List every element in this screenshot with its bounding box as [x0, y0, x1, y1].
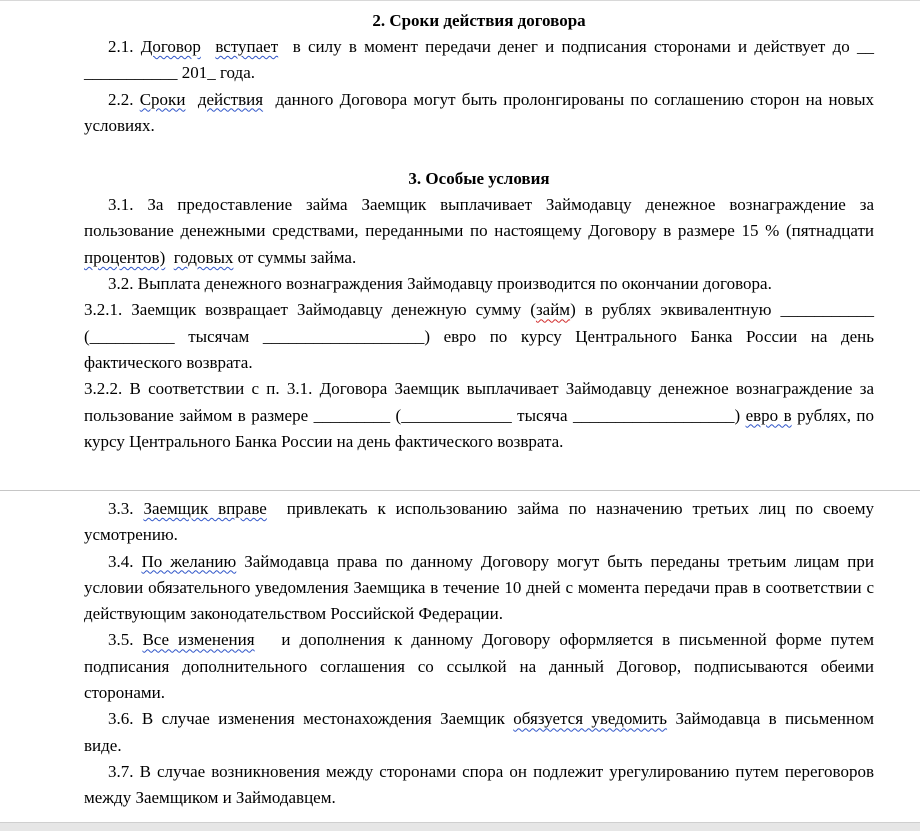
section-3-heading: 3. Особые условия	[408, 169, 550, 189]
document-page-2[interactable]	[84, 490, 874, 812]
paragraph-3-1: 3.1. За предоставление займа Заемщик выплачивает Займодавцу денежное вознаграждение за пользование денежными средствами, переданными по настоящему Договору в размере 15 % (пятнадцати процентов) годовых от суммы займа.	[84, 195, 874, 267]
paragraph-3-3: 3.3. Заемщик вправе привлекать к использованию займа по назначению третьих лиц по своему усмотрению.	[84, 499, 874, 545]
paragraph-3-4: 3.4. По желанию Займодавца права по данному Договору могут быть переданы третьим лицам при условии обязательного уведомления Заемщика в течение 10 дней с момента передачи прав в соответствии с действующим законодательством Российской Федерации.	[84, 551, 875, 624]
paragraph-3-7: 3.7. В случае возникновения между сторонами спора он подлежит урегулированию путем переговоров между Заемщиком и Займодавцем.	[84, 761, 874, 808]
document-page-1[interactable]	[84, 8, 874, 455]
section-2-heading: 2. Сроки действия договора	[372, 11, 586, 30]
paragraph-2-2: 2.2. Сроки действия данного Договора могут быть пролонгированы по соглашению сторон на новых условиях.	[84, 89, 875, 135]
paragraph-3-2: 3.2. Выплата денежного вознаграждения Займодавцу производится по окончании договора.	[108, 274, 772, 294]
paragraph-3-2-1: 3.2.1. Заемщик возвращает Займодавцу денежную сумму (займ) в рублях эквивалентную ___________ (__________ тысячам ___________________) евро по курсу Центрального Банка России на день фактического возврата.	[84, 300, 874, 372]
paragraph-3-2-2: 3.2.2. В соответствии с п. 3.1. Договора Заемщик выплачивает Займодавцу денежное вознаграждение за пользование займом в размере _________ (_____________ тысяча ___________________) евро в рублях, по курсу Центрального Банка России на день фактического возврата.	[84, 379, 874, 451]
paragraph-3-5: 3.5. Все изменения и дополнения к данному Договору оформляется в письменной форме путем подписания дополнительного соглашения со ссылкой на данный Договор, подписываются обеими сторонами.	[84, 630, 875, 703]
paragraph-3-6: 3.6. В случае изменения местонахождения Заемщик обязуется уведомить Займодавца в письменном виде.	[84, 709, 875, 755]
blank-line	[84, 139, 874, 166]
paragraph-2-1: 2.1. Договор вступает в силу в момент передачи денег и подписания сторонами и действует до __ ___________ 201_ года.	[84, 37, 875, 83]
page-2-viewport	[0, 490, 920, 822]
